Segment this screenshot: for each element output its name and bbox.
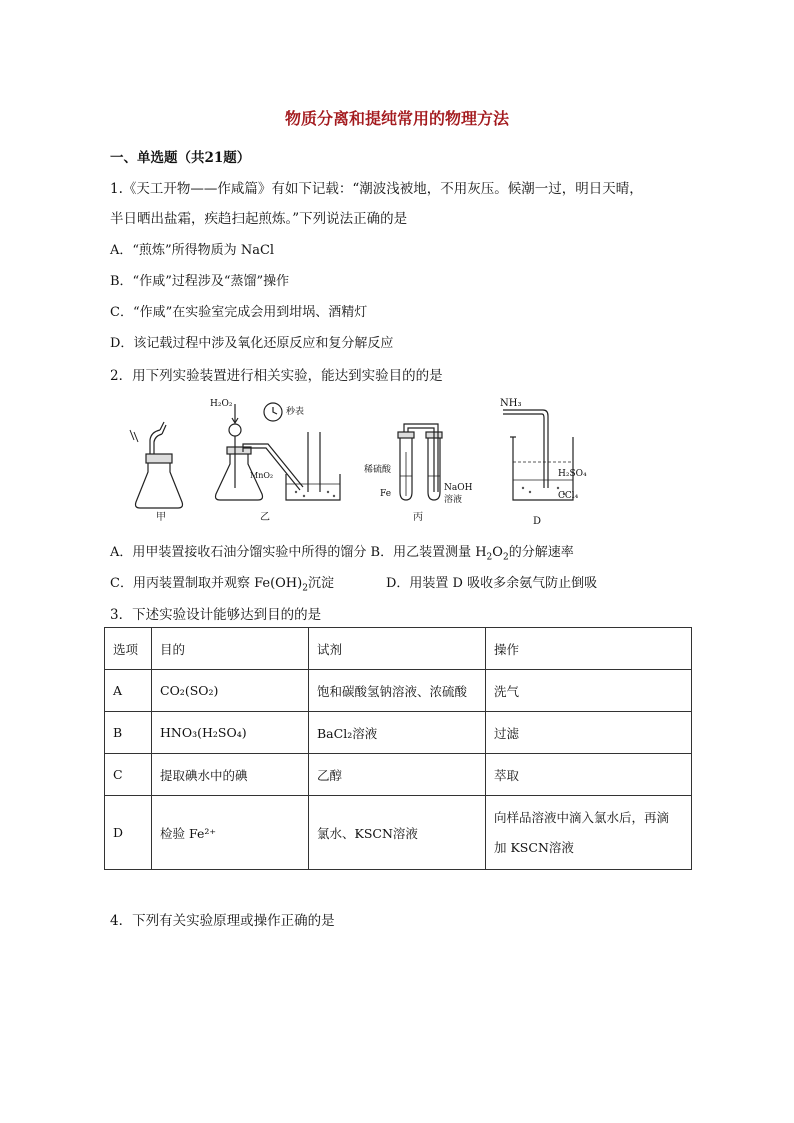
table-cell: A (105, 670, 152, 712)
apparatus-bing (398, 424, 442, 500)
apparatus-figure (118, 392, 587, 527)
q3-table (104, 627, 692, 870)
q1-option-c: C．“作咸”在实验室完成会用到坩埚、酒精灯 (110, 305, 368, 320)
q2-options-ab: A．用甲装置接收石油分馏实验中所得的馏分 B．用乙装置测量 $H_2O_2$的分解速率 (110, 545, 574, 563)
table-cell (486, 796, 692, 870)
table-cell: BaCl₂溶液 (309, 712, 486, 754)
table-cell: D (105, 796, 152, 870)
table-cell: C (105, 754, 152, 796)
apparatus-yi (216, 403, 341, 500)
table-header: 选项 (105, 628, 152, 670)
section-heading: 一、单选题（共21题） (110, 150, 251, 166)
label-naoh: NaOH (444, 483, 473, 493)
table-cell: 检验 Fe²⁺ (152, 796, 309, 870)
table-row (105, 796, 692, 870)
q1-option-d: D．该记载过程中涉及氧化还原反应和复分解反应 (110, 336, 394, 351)
q1-option-a: A．“煎炼”所得物质为 NaCl (110, 243, 275, 258)
cell-line: 向样品溶液中滴入氯水后，再滴 (494, 809, 670, 825)
table-cell: HNO₃(H₂SO₄) (152, 712, 309, 754)
label-ccl4: CCl₄ (558, 491, 579, 501)
label-h2o2: H₂O₂ (210, 399, 233, 409)
label-d: D (533, 516, 542, 527)
table-header: 操作 (486, 628, 692, 670)
table-cell: CO₂(SO₂) (152, 670, 309, 712)
table-cell: 洗气 (486, 670, 692, 712)
table-row (105, 670, 692, 712)
label-yi: 乙 (260, 512, 270, 523)
label-jia: 甲 (156, 512, 166, 523)
table-header: 试剂 (309, 628, 486, 670)
table-cell: B (105, 712, 152, 754)
table-row (105, 712, 692, 754)
label-fe: Fe (380, 489, 392, 499)
q4-stem: 4．下列有关实验原理或操作正确的是 (110, 913, 335, 929)
label-dilute-h2so4: 稀硫酸 (364, 465, 392, 475)
page-title: 物质分离和提纯常用的物理方法 (284, 109, 509, 128)
apparatus-d (503, 410, 573, 500)
q1-option-b: B．“作咸”过程涉及“蒸馏”操作 (110, 274, 290, 289)
apparatus-jia (130, 422, 183, 508)
label-h2so4: H₂SO₄ (558, 469, 587, 479)
table-cell: 乙醇 (309, 754, 486, 796)
label-nh3: NH₃ (500, 398, 522, 409)
cell-line: 加 KSCN溶液 (494, 839, 574, 855)
q2-option-c: C．用丙装置制取并观察 $Fe(OH)_2$沉淀 (110, 576, 334, 594)
label-solution: 溶液 (444, 495, 463, 505)
label-mno2: MnO₂ (250, 471, 274, 480)
table-cell: 萃取 (486, 754, 692, 796)
table-cell: 氯水、KSCN溶液 (309, 796, 486, 870)
label-bing: 丙 (413, 512, 423, 523)
q1-stem-line2: 半日晒出盐霜，疾趋扫起煎炼。”下列说法正确的是 (110, 211, 408, 227)
q1-stem-line1: 1.《天工开物——作咸篇》有如下记载：“潮波浅被地，不用灰压。候潮一过，明日天晴， (110, 181, 643, 197)
table-header: 目的 (152, 628, 309, 670)
table-cell: 饱和碳酸氢钠溶液、浓硫酸 (309, 670, 486, 712)
table-row (105, 754, 692, 796)
table-cell: 提取碘水中的碘 (152, 754, 309, 796)
table-header-row (105, 628, 692, 670)
q2-stem: 2．用下列实验装置进行相关实验，能达到实验目的的是 (110, 368, 443, 384)
table-cell: 过滤 (486, 712, 692, 754)
q3-stem: 3．下述实验设计能够达到目的的是 (110, 607, 322, 623)
label-stopwatch: 秒表 (286, 407, 305, 417)
q2-option-d: D．用装置 D 吸收多余氨气防止倒吸 (386, 576, 598, 591)
